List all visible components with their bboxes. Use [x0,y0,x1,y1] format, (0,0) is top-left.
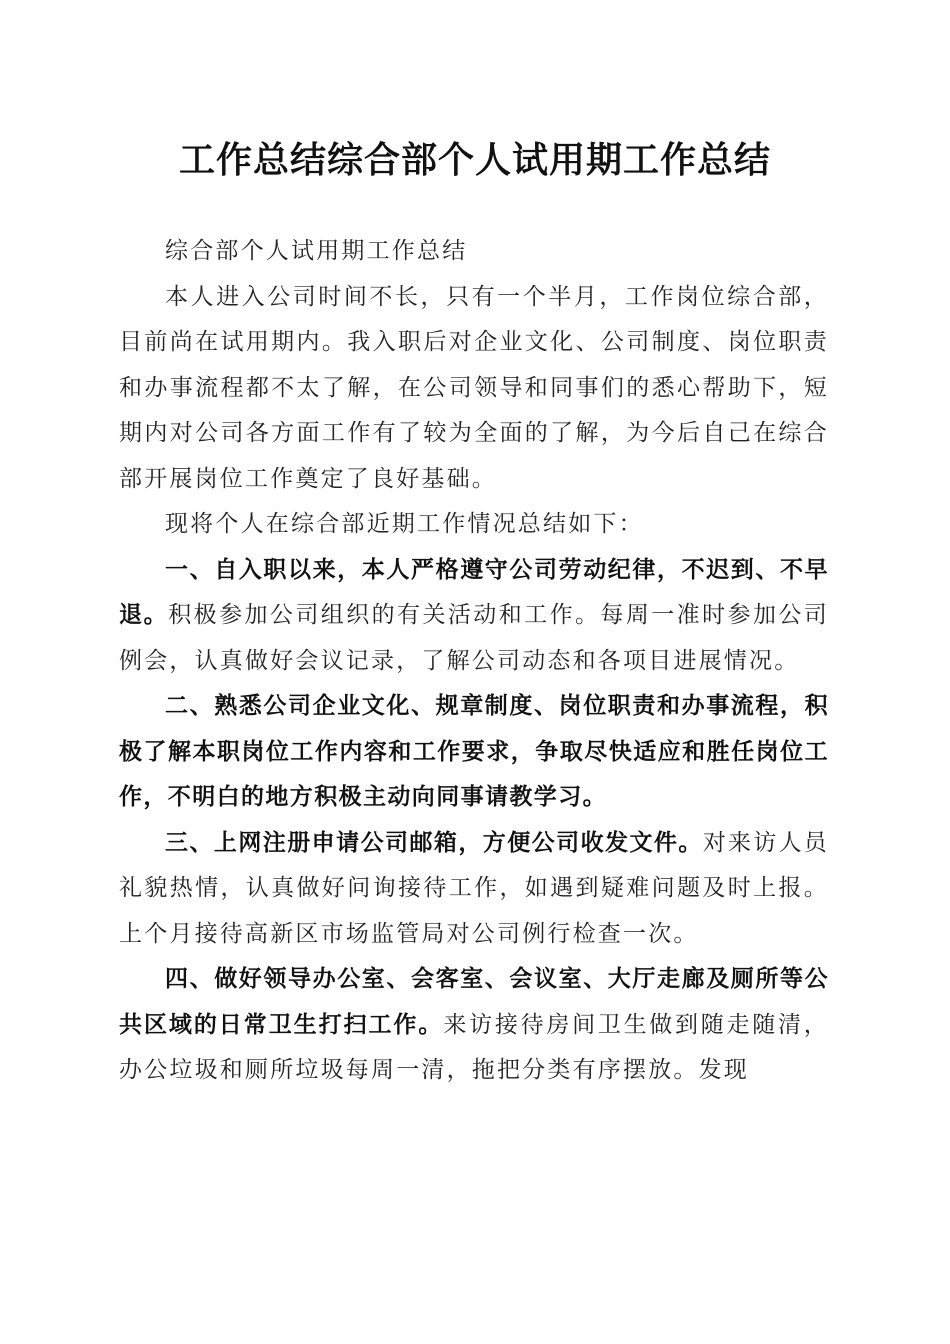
item-lead: 三、上网注册申请公司邮箱，方便公司收发文件。 [165,829,703,856]
item-lead: 一、自入职以来，本人严格遵守公司劳动纪律，不迟到、不早退。 [119,556,829,628]
item-paragraph-2 [119,684,829,821]
summary-intro-paragraph: 现将个人在综合部近期工作情况总结如下： [165,511,644,537]
item-paragraph-1 [119,548,829,685]
item-lead: 二、熟悉公司企业文化、规章制度、岗位职责和办事流程，积极了解本职岗位工作内容和工作要求，争取尽快适应和胜任岗位工作，不明白的地方积极主动向同事请教学习。 [119,693,829,810]
subtitle-paragraph: 综合部个人试用期工作总结 [165,238,468,264]
item-text: 对来访人员礼貌热情，认真做好问询接待工作，如遇到疑难问题及时上报。上个月接待高新区市场监管局对公司例行检查一次。 [119,829,829,947]
item-text: 来访接待房间卫生做到随走随清，办公垃圾和厕所垃圾每周一清，拖把分类有序摆放。发现 [119,1011,830,1083]
intro-paragraph: 本人进入公司时间不长，只有一个半月，工作岗位综合部，目前尚在试用期内。我入职后对企业文化、公司制度、岗位职责和办事流程都不太了解，在公司领导和同事们的悉心帮助下，短期内对公司各方面工作有了较为全面的了解，为今后自己在综合部开展岗位工作奠定了良好基础。 [119,283,829,492]
item-paragraph-3 [119,821,829,958]
document-title: 工作总结综合部个人试用期工作总结 [178,139,771,181]
item-lead: 四、做好领导办公室、会客室、会议室、大厅走廊及厕所等公共区域的日常卫生打扫工作。 [119,966,829,1038]
item-paragraph-4 [119,957,829,1094]
document-body [119,229,829,1094]
item-text: 积极参加公司组织的有关活动和工作。每周一准时参加公司例会，认真做好会议记录，了解公司动态和各项目进展情况。 [119,602,829,674]
